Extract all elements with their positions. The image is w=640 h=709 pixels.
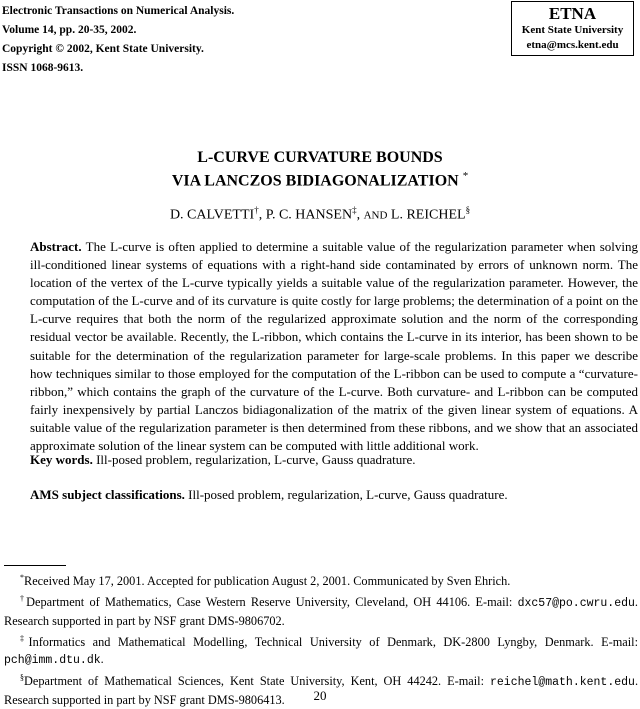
footnote-reichel-email[interactable]: reichel@math.kent.edu <box>490 676 635 690</box>
author-calvetti: D. CALVETTI <box>169 207 255 223</box>
abstract-text: The L-curve is often applied to determine a suitable value of the regularization parameter when solving ill-conditioned linear systems of equations with a right-hand side contaminated by errors of unknown norm. The location of the vertex of the L-curve typically yields a suitable value of the regularization parameter. However, the computation of the L-curve and of its curvature is quite costly for large problems; the determination of a point on the L-curve requires that both the norm of the regularized approximate solution and the norm of the corresponding residual vector be available. Recently, the L-ribbon, which contains the L-curve in its interior, has been shown to be suitable for the determination of the regularization parameter for large-scale problems. In this paper we describe how techniques similar to those employed for the computation of the L-ribbon can be used to compute a “curvature-ribbon,” which contains the graph of the curvature of the L-curve. Both curvature- and L-ribbon can be computed fairly inexpensively by partial Lanczos bidiagonalization of the matrix of the given linear system of equations. A suitable value of the regularization parameter is then determined from these ribbons, and we show that an associated approximate solution of the linear system can be computed with little additional work. <box>30 239 638 454</box>
etna-email[interactable]: etna@mcs.kent.edu <box>526 39 619 51</box>
footnote-calvetti-email[interactable]: dxc57@po.cwru.edu <box>517 597 635 611</box>
journal-name: Electronic Transactions on Numerical Analysis. <box>2 5 235 17</box>
author-hansen-mark[interactable]: ‡ <box>352 205 357 215</box>
keywords-text: Ill-posed problem, regularization, L-curve, Gauss quadrature. <box>96 452 416 467</box>
title-footnote-mark[interactable]: * <box>462 170 469 182</box>
title-line-2: VIA LANCZOS BIDIAGONALIZATION <box>171 172 459 190</box>
abstract <box>4 238 638 455</box>
footnote-hansen-text: Informatics and Mathematical Modelling, Technical University of Denmark, DK-2800 Lyngby, Denmark. E-mail: <box>28 634 639 649</box>
footnote-hansen-email[interactable]: pch@imm.dtu.dk <box>4 654 101 668</box>
keywords <box>30 451 416 469</box>
authors: D. CALVETTI†, P. C. HANSEN‡, AND L. REICHEL§ <box>169 205 471 223</box>
footnote-hansen <box>4 630 638 670</box>
paper-title <box>0 148 640 190</box>
journal-header <box>2 2 234 78</box>
abstract-label: Abstract. <box>30 239 82 254</box>
footnote-rule <box>4 565 66 566</box>
footnote-calvetti-after: . Research supported in part by NSF grant DMS-9806702. <box>4 595 638 628</box>
author-reichel-mark[interactable]: § <box>465 205 471 215</box>
footnote-reichel-mark: § <box>20 673 24 683</box>
author-hansen: P. C. HANSEN <box>265 207 353 223</box>
footnote-received-text: Received May 17, 2001. Accepted for publication August 2, 2001. Communicated by Sven Ehrich. <box>24 574 511 589</box>
authors-and: AND <box>363 209 388 222</box>
journal-issn: ISSN 1068-9613. <box>2 62 84 74</box>
etna-title: ETNA <box>548 4 597 23</box>
footnote-hansen-mark: ‡ <box>20 633 29 643</box>
footnote-calvetti-text: Department of Mathematics, Case Western Reserve University, Cleveland, OH 44106. E-mail: <box>26 595 513 610</box>
footnote-reichel-text: Department of Mathematical Sciences, Kent State University, Kent, OH 44242. E-mail: <box>24 674 484 689</box>
footnote-received <box>4 569 638 590</box>
etna-university: Kent State University <box>521 24 624 36</box>
author-reichel: L. REICHEL <box>390 207 466 223</box>
footnote-calvetti-mark: † <box>20 594 27 604</box>
author-calvetti-mark[interactable]: † <box>254 205 259 215</box>
ams-label: AMS subject classifications. <box>30 487 185 502</box>
footnote-calvetti <box>4 590 638 630</box>
footnote-reichel-after: . Research supported in part by NSF grant DMS-9806413. <box>4 674 639 707</box>
journal-copyright: Copyright © 2002, Kent State University. <box>2 43 204 55</box>
ams-text: Ill-posed problem, regularization, L-curve, Gauss quadrature. <box>188 487 508 502</box>
footnote-hansen-after: . <box>100 652 104 667</box>
ams-classifications <box>30 486 508 504</box>
keywords-label: Key words. <box>30 452 93 467</box>
etna-box <box>511 1 634 56</box>
footnote-received-mark: * <box>20 573 24 582</box>
title-line-1: L-CURVE CURVATURE BOUNDS <box>197 149 443 166</box>
journal-volume: Volume 14, pp. 20-35, 2002. <box>2 24 137 36</box>
page-number: 20 <box>313 688 327 703</box>
